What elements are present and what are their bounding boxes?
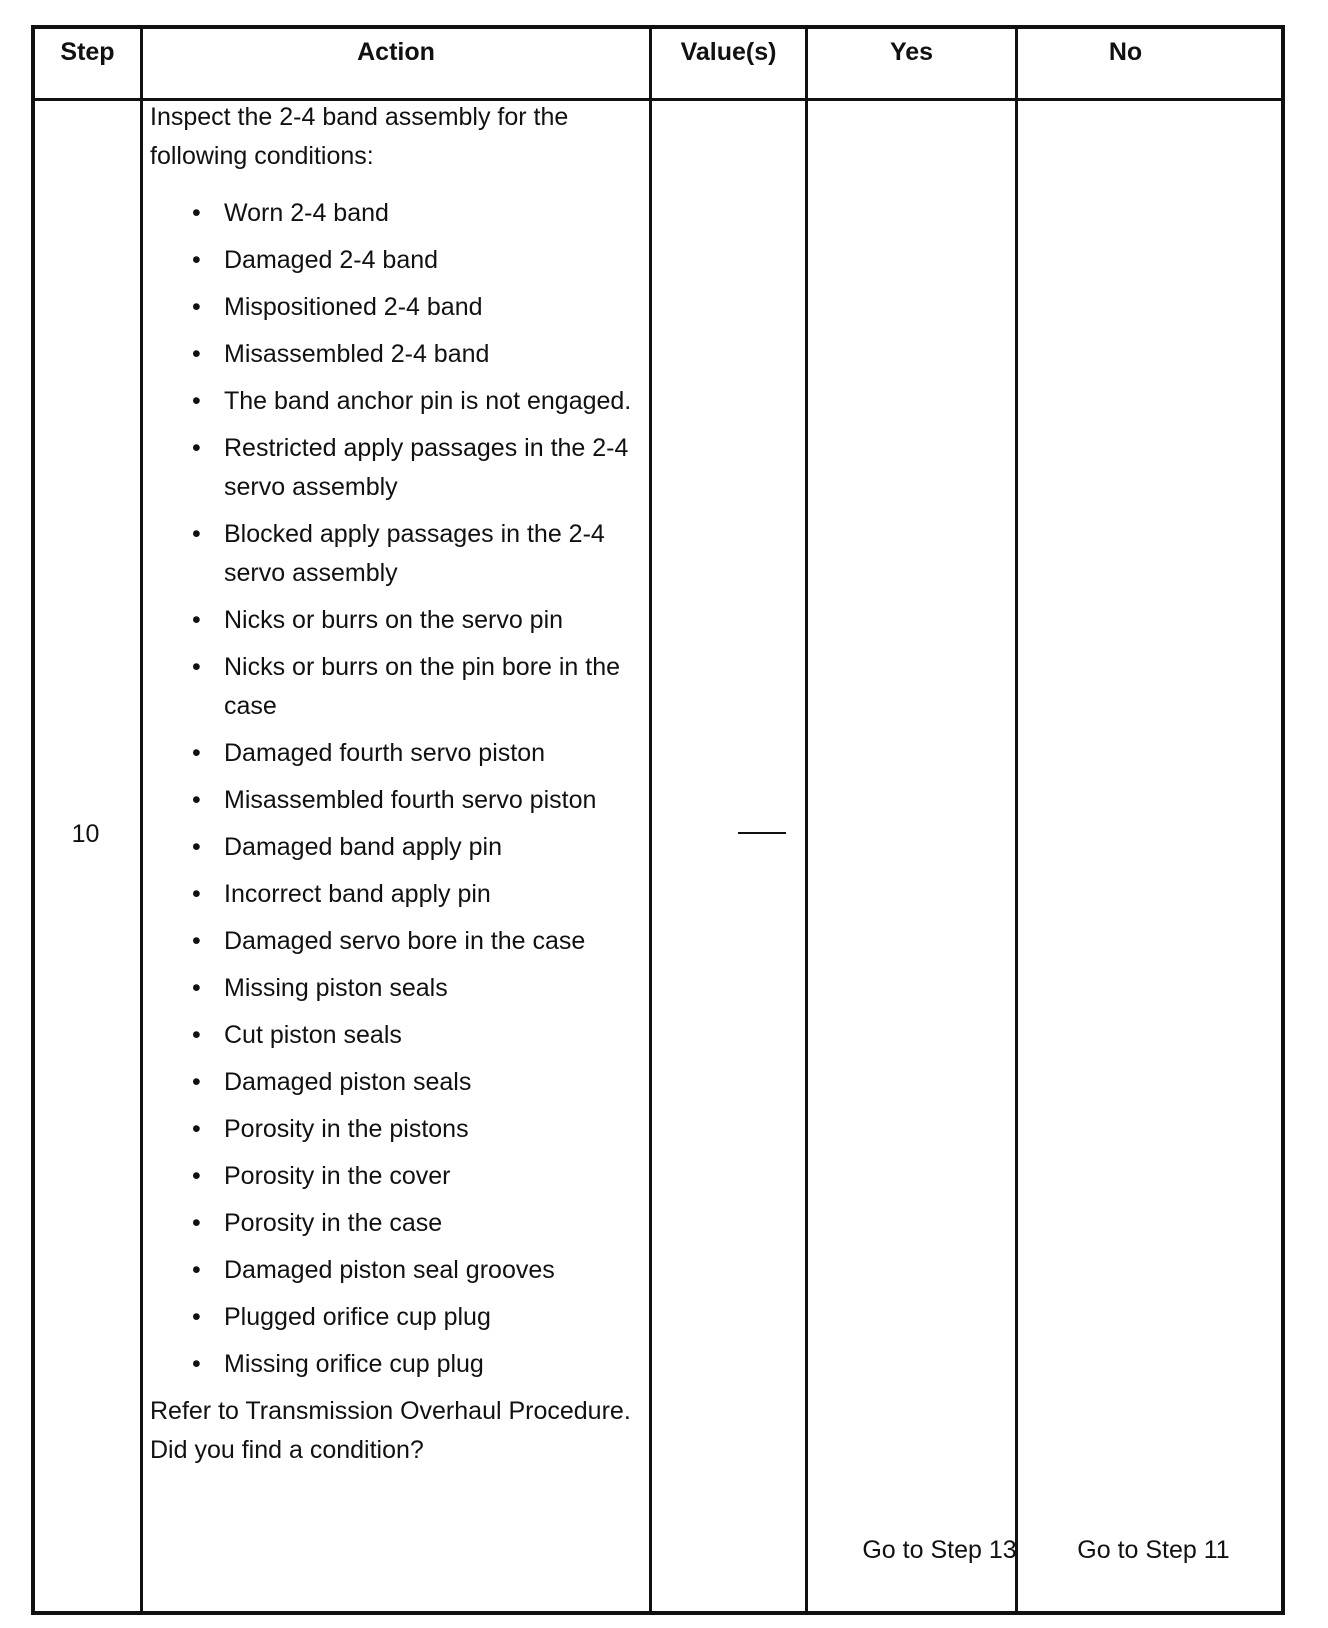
column-divider	[805, 29, 808, 1611]
condition-item: • Damaged band apply pin	[150, 828, 670, 867]
no-goto: Go to Step 11	[1077, 1536, 1230, 1564]
condition-item: • Restricted apply passages in the 2-4 servo assembly	[150, 429, 670, 507]
condition-item: • Worn 2-4 band	[150, 194, 670, 233]
condition-item: • Nicks or burrs on the pin bore in the case	[150, 648, 670, 726]
condition-item: • Damaged piston seal grooves	[150, 1251, 670, 1290]
action-intro: Inspect the 2-4 band assembly for the following conditions:	[150, 103, 569, 170]
condition-item: • Damaged piston seals	[150, 1063, 670, 1102]
condition-item: • The band anchor pin is not engaged.	[150, 382, 670, 421]
header-values: Value(s)	[680, 38, 777, 66]
question-text: Did you find a condition?	[150, 1436, 424, 1464]
condition-item: • Incorrect band apply pin	[150, 875, 670, 914]
condition-item: • Misassembled fourth servo piston	[150, 781, 670, 820]
condition-item: • Damaged 2-4 band	[150, 241, 670, 280]
value-dash	[738, 832, 786, 834]
action-cell	[150, 98, 670, 1470]
condition-item: • Nicks or burrs on the servo pin	[150, 601, 670, 640]
condition-item: • Cut piston seals	[150, 1016, 670, 1055]
condition-item: • Mispositioned 2-4 band	[150, 288, 670, 327]
column-divider	[140, 29, 143, 1611]
header-action: Action	[357, 38, 435, 66]
refer-text: Refer to Transmission Overhaul Procedure.	[150, 1397, 631, 1425]
condition-item: • Porosity in the pistons	[150, 1110, 670, 1149]
condition-item: • Damaged fourth servo piston	[150, 734, 670, 773]
condition-item: • Damaged servo bore in the case	[150, 922, 670, 961]
condition-item: • Blocked apply passages in the 2-4 servo assembly	[150, 515, 670, 593]
condition-item: • Plugged orifice cup plug	[150, 1298, 670, 1337]
header-no: No	[1108, 38, 1143, 66]
column-divider	[1015, 29, 1018, 1611]
header-step: Step	[60, 38, 115, 66]
condition-item: • Porosity in the case	[150, 1204, 670, 1243]
condition-item: • Missing orifice cup plug	[150, 1345, 670, 1384]
yes-goto: Go to Step 13	[862, 1536, 1017, 1564]
step-number: 10	[71, 820, 100, 848]
condition-item: • Misassembled 2-4 band	[150, 335, 670, 374]
header-yes: Yes	[889, 38, 934, 66]
condition-item: • Porosity in the cover	[150, 1157, 670, 1196]
condition-item: • Missing piston seals	[150, 969, 670, 1008]
conditions-list	[150, 194, 670, 1384]
